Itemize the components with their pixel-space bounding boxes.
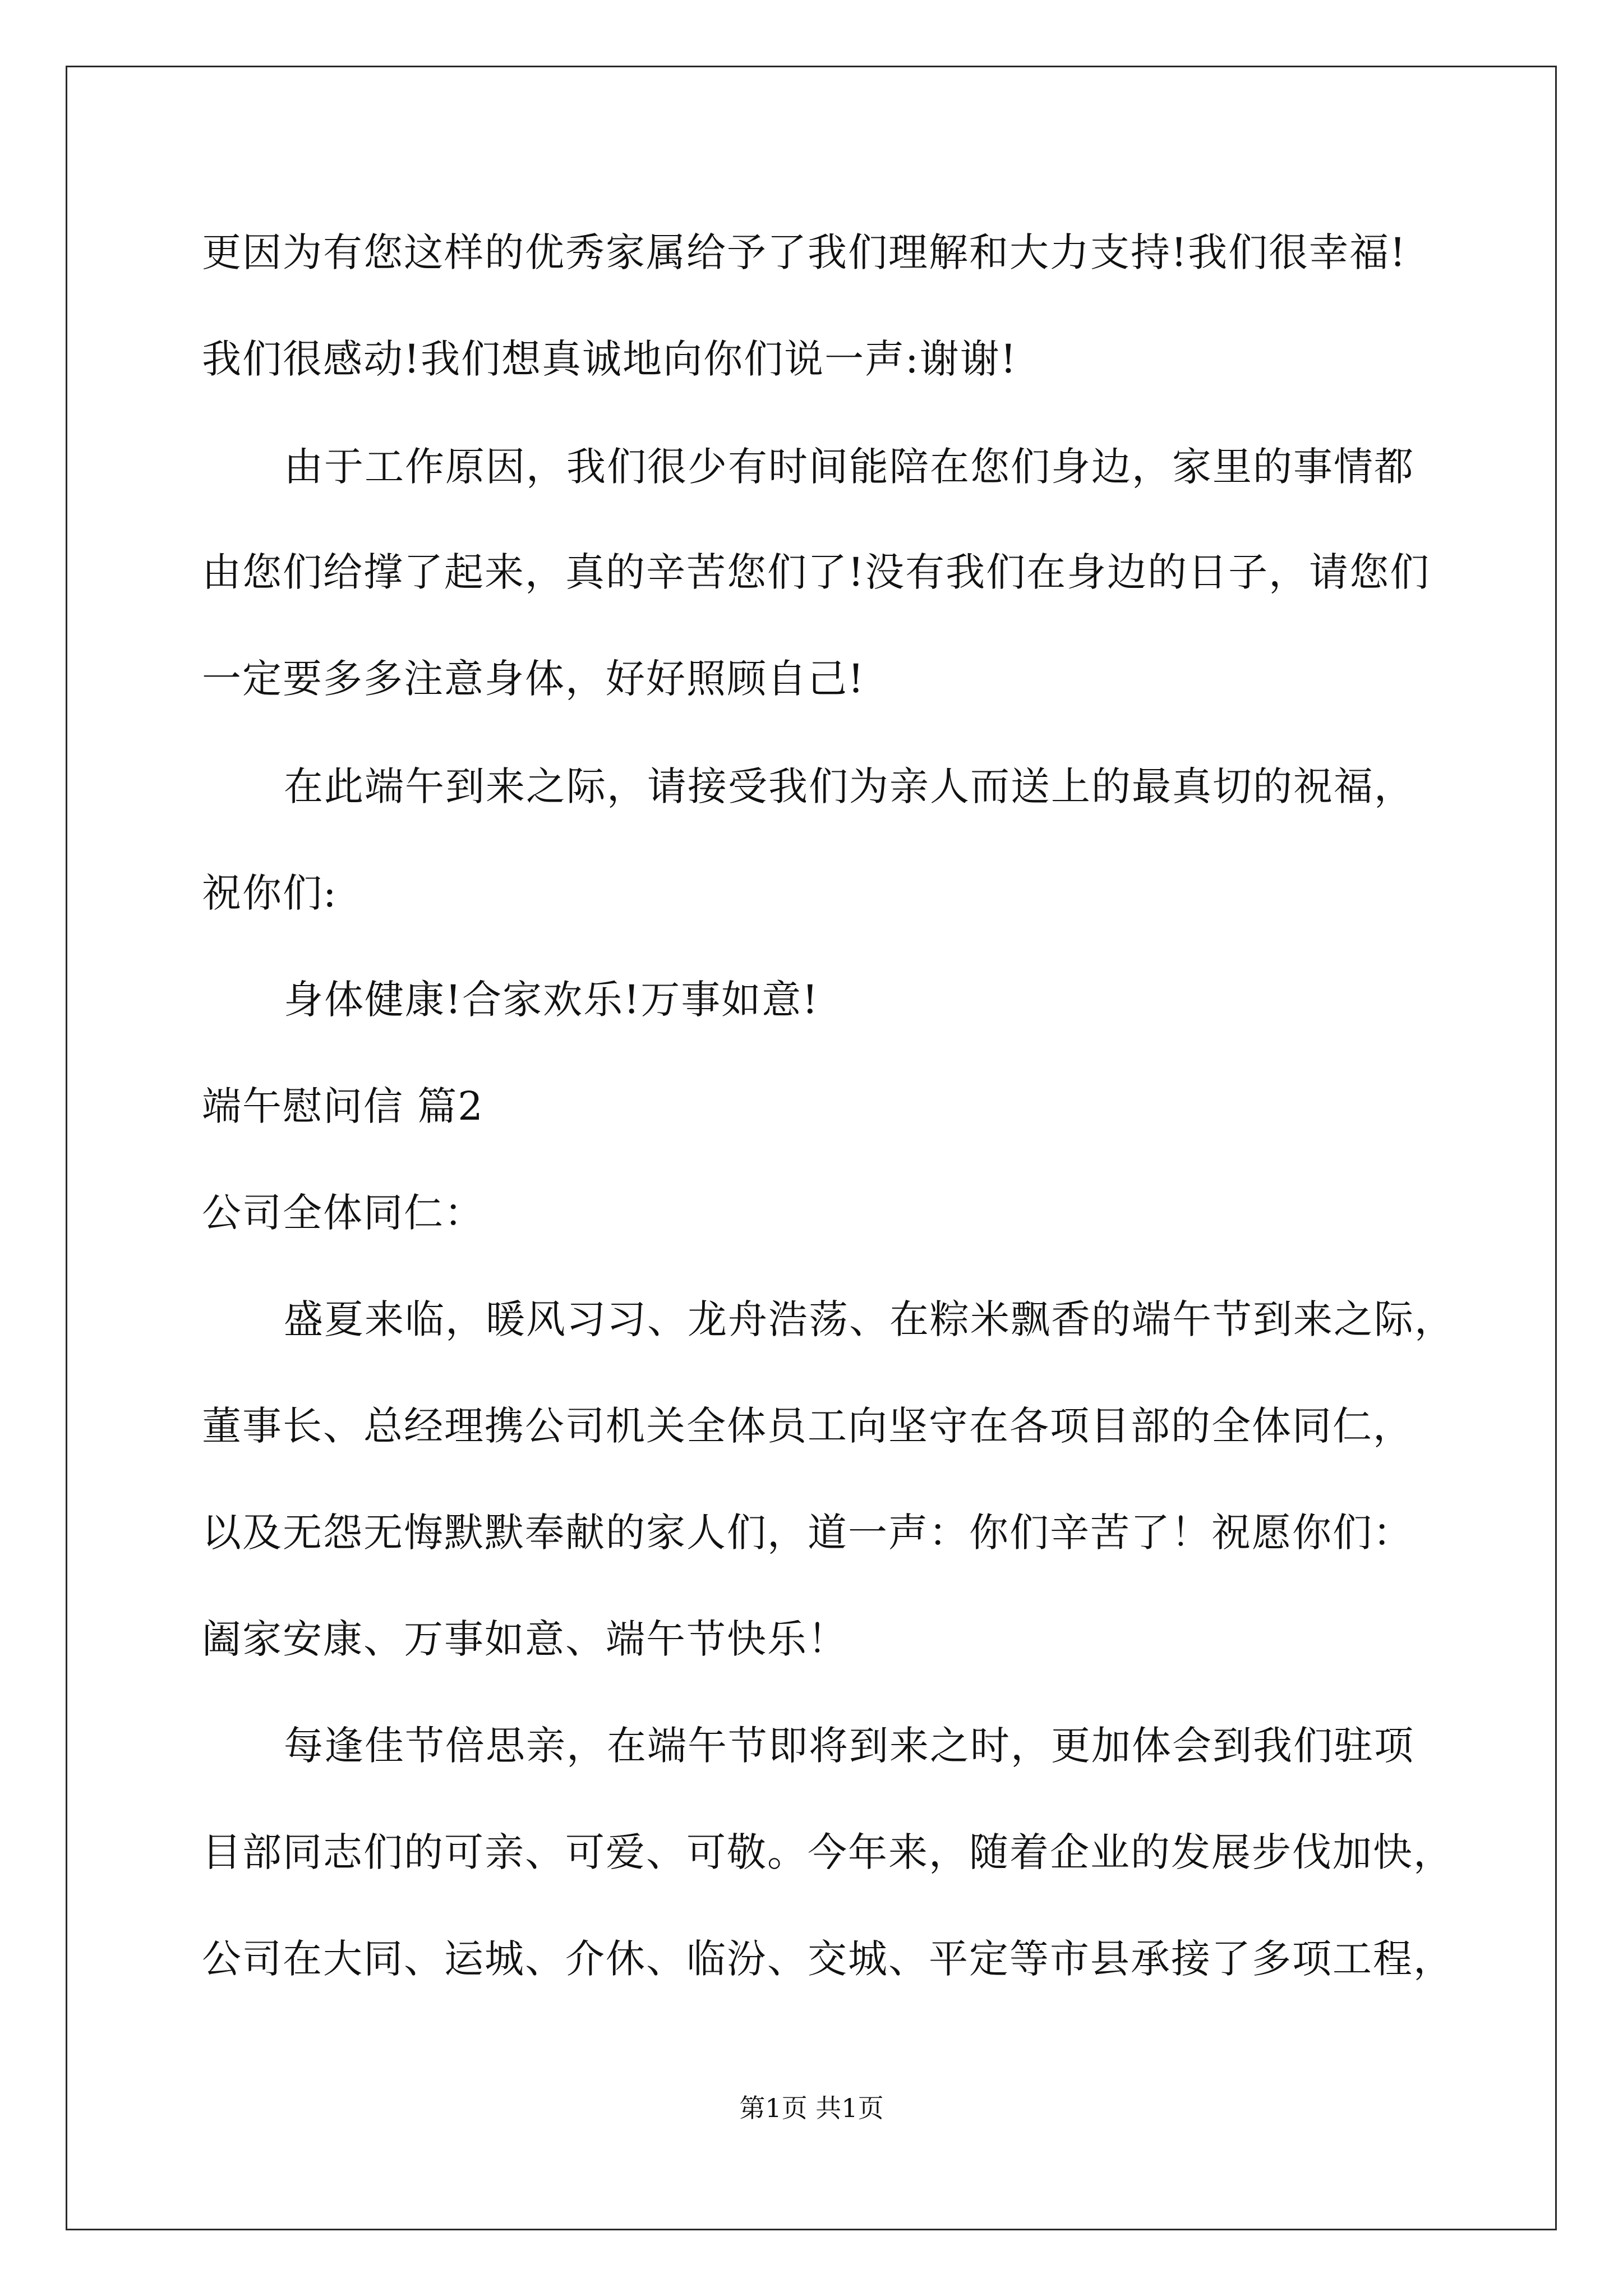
text-line: 公司在大同、运城、介休、临汾、交城、平定等市县承接了多项工程， xyxy=(202,1936,1454,1982)
text-line: 由于工作原因，我们很少有时间能陪在您们身边，家里的事情都 xyxy=(284,444,1414,490)
text-line: 在此端午到来之际，请接受我们为亲人而送上的最真切的祝福， xyxy=(284,763,1414,809)
text-line: 祝你们: xyxy=(202,870,338,916)
text-line: 更因为有您这样的优秀家属给予了我们理解和大力支持!我们很幸福! xyxy=(202,229,1407,275)
salutation: 公司全体同仁： xyxy=(202,1190,485,1236)
text-line: 我们很感动!我们想真诚地向你们说一声:谢谢! xyxy=(202,336,1017,382)
page-border xyxy=(66,66,1557,2230)
text-line: 以及无怨无悔默默奉献的家人们，道一声：你们辛苦了！祝愿你们： xyxy=(202,1510,1413,1556)
text-line: 身体健康!合家欢乐!万事如意! xyxy=(284,977,819,1023)
text-line: 每逢佳节倍思亲，在端午节即将到来之时，更加体会到我们驻项 xyxy=(284,1723,1414,1769)
text-line: 董事长、总经理携公司机关全体员工向坚守在各项目部的全体同仁， xyxy=(202,1403,1413,1449)
text-line: 目部同志们的可亲、可爱、可敬。今年来，随着企业的发展步伐加快， xyxy=(202,1829,1454,1875)
text-line: 一定要多多注意身体，好好照顾自己! xyxy=(202,656,865,702)
text-line: 由您们给撑了起来，真的辛苦您们了!没有我们在身边的日子，请您们 xyxy=(202,549,1431,595)
page-number: 第1页 共1页 xyxy=(739,2093,884,2123)
text-line: 阖家安康、万事如意、端午节快乐！ xyxy=(202,1616,848,1662)
text-line: 盛夏来临，暖风习习、龙舟浩荡、在粽米飘香的端午节到来之际， xyxy=(284,1296,1455,1342)
section-heading: 端午慰问信 篇2 xyxy=(202,1083,484,1129)
